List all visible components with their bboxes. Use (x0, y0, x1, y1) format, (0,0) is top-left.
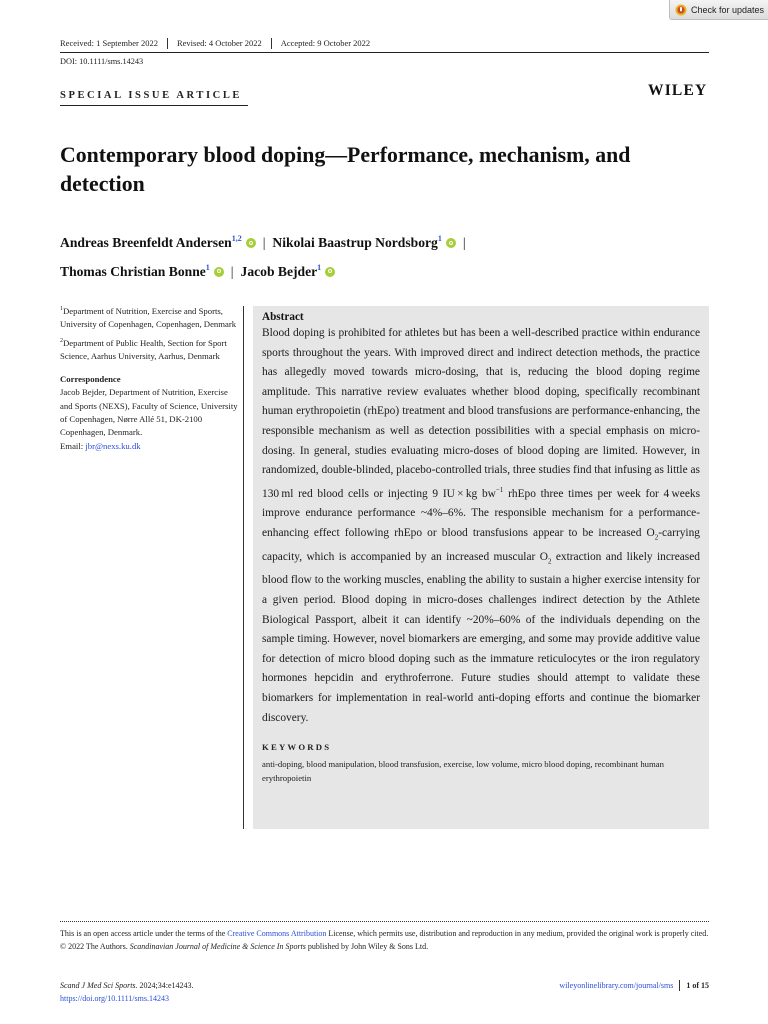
keywords-text: anti-doping, blood manipulation, blood transfusion, exercise, low volume, micro blood doping, recombinant human erythropoietin (262, 759, 664, 784)
email-link[interactable]: jbr@nexs.ku.dk (85, 440, 141, 451)
footer-separator (679, 980, 680, 991)
doi-text: DOI: 10.1111/sms.14243 (60, 57, 144, 66)
header-divider (60, 52, 709, 53)
abstract-box (253, 306, 709, 829)
column-divider (243, 306, 244, 829)
abstract-heading: Abstract (262, 311, 304, 323)
citation-block: Scand J Med Sci Sports. 2024;34:e14243. https://doi.org/10.1111/sms.14243 (60, 981, 194, 1003)
article-type-underline (60, 105, 248, 106)
check-for-updates-icon (675, 4, 687, 16)
author-affiliation-mark[interactable]: 1 (437, 234, 442, 243)
creative-commons-link[interactable]: Creative Commons Attribution (227, 929, 327, 938)
author-name[interactable]: Nikolai Baastrup Nordsborg (272, 235, 438, 250)
orcid-icon[interactable] (246, 238, 256, 248)
affiliation-2: $^2$Department of Public Health, Section for Sport Science, Aarhus University, Aarhus, Denmark (60, 337, 227, 361)
publisher-logo: WILEY (648, 82, 708, 99)
revised-date: Revised: 4 October 2022 (167, 38, 271, 49)
orcid-icon[interactable] (214, 267, 224, 277)
correspondence-text: Jacob Bejder, Department of Nutrition, Exercise and Sports (NEXS), Faculty of Science, University of Copenhagen, Nørre Allé 51, DK-2100 Copenhagen, Denmark. (60, 387, 238, 438)
accepted-date: Accepted: 9 October 2022 (271, 38, 379, 49)
page-number: 1 of 15 (686, 981, 709, 990)
citation-journal: Scand J Med Sci Sports. (60, 981, 138, 990)
journal-url-link[interactable]: wileyonlinelibrary.com/journal/sms (559, 981, 674, 990)
keywords-heading: KEYWORDS (262, 742, 332, 753)
doi-link[interactable]: https://doi.org/10.1111/sms.14243 (60, 993, 169, 1003)
article-type: SPECIAL ISSUE ARTICLE (60, 90, 243, 101)
footer-divider (60, 921, 709, 922)
author-name[interactable]: Jacob Bejder (240, 263, 318, 279)
abstract-text: Blood doping is prohibited for athletes but has been a well-described practice within endurance sports throughout the years. With improved direct and indirect detection methods, the practice has allegedly moved towards micro-dosing, that is, reducing the blood doping regime amplitude. This narrative review evaluates whether blood doping, specifically recombinant human erythropoietin (rhEpo) treatment and blood transfusions are performance-enhancing, the responsible mechanism as well as detection possibilities with a special emphasis on micro-dosing. In general, studies evaluating micro-doses of blood doping are limited. However, in randomized, double-blinded, placebo-controlled trials, three studies find that infusing as little as 130 ml red blood cells or injecting 9 IU × kg $bw^{-1}$ rhEpo three times per week for 4 weeks improve endurance performance ~4%–6%. The responsible mechanism for a performance-enhancing effect following rhEpo or blood transfusions appear to be increased $O_2$-carrying capacity, which is accompanied by an increased muscular $O_2$ extraction and likely increased blood flow to the working muscles, enabling the ability to sustain a higher exercise intensity for a given period. Blood doping in micro-doses challenges indirect detection by the Athlete Biological Passport, albeit it can identify ~20%–60% of the individuals depending on the sample timing. However, novel biomarkers are emerging, and some may provide additive value for detection of micro blood doping such as the immature reticulocytes or the iron regulatory hormones hepcidin and erythroferrone. Future studies should attempt to validate these biomarkers for implementation in real-world anti-doping efforts and continue the biomarker discovery. (262, 327, 700, 724)
orcid-icon[interactable] (325, 267, 335, 277)
correspondence-heading: Correspondence (60, 374, 121, 385)
check-for-updates-button[interactable] (669, 0, 768, 20)
article-title: Contemporary blood doping—Performance, mechanism, and detection (60, 143, 631, 196)
correspondence-email-line: Email: jbr@nexs.ku.dk (60, 440, 141, 451)
received-date: Received: 1 September 2022 (60, 38, 158, 48)
author-list: Andreas Breenfeldt Andersen$^{1,2}$ | Nikolai Baastrup Nordsborg$^1$ | Thomas Christian Bonne$^1$ | Jacob Bejder$^1$ (60, 234, 466, 279)
author-name[interactable]: Thomas Christian Bonne (60, 263, 206, 279)
page-footer-right (520, 980, 709, 991)
check-for-updates-label: Check for updates (691, 4, 765, 15)
author-affiliation-mark[interactable]: 1 (317, 262, 322, 272)
orcid-icon[interactable] (446, 238, 456, 248)
license-text: This is an open access article under the terms of the Creative Commons Attribution License, which permits use, distribution and reproduction in any medium, provided the original work is properly cited. © 2022 The Authors. Scandinavian Journal of Medicine & Science In Sports published by John Wiley & Sons Ltd. (60, 929, 709, 951)
affiliations-column (60, 303, 238, 453)
author-affiliation-mark[interactable]: 1 (205, 262, 210, 272)
article-dates (60, 38, 379, 49)
author-affiliation-mark[interactable]: 1,2 (231, 234, 242, 243)
affiliation-1: $^1$Department of Nutrition, Exercise and Sports, University of Copenhagen, Copenhagen, Denmark (60, 306, 237, 330)
author-name[interactable]: Andreas Breenfeldt Andersen (60, 235, 232, 250)
